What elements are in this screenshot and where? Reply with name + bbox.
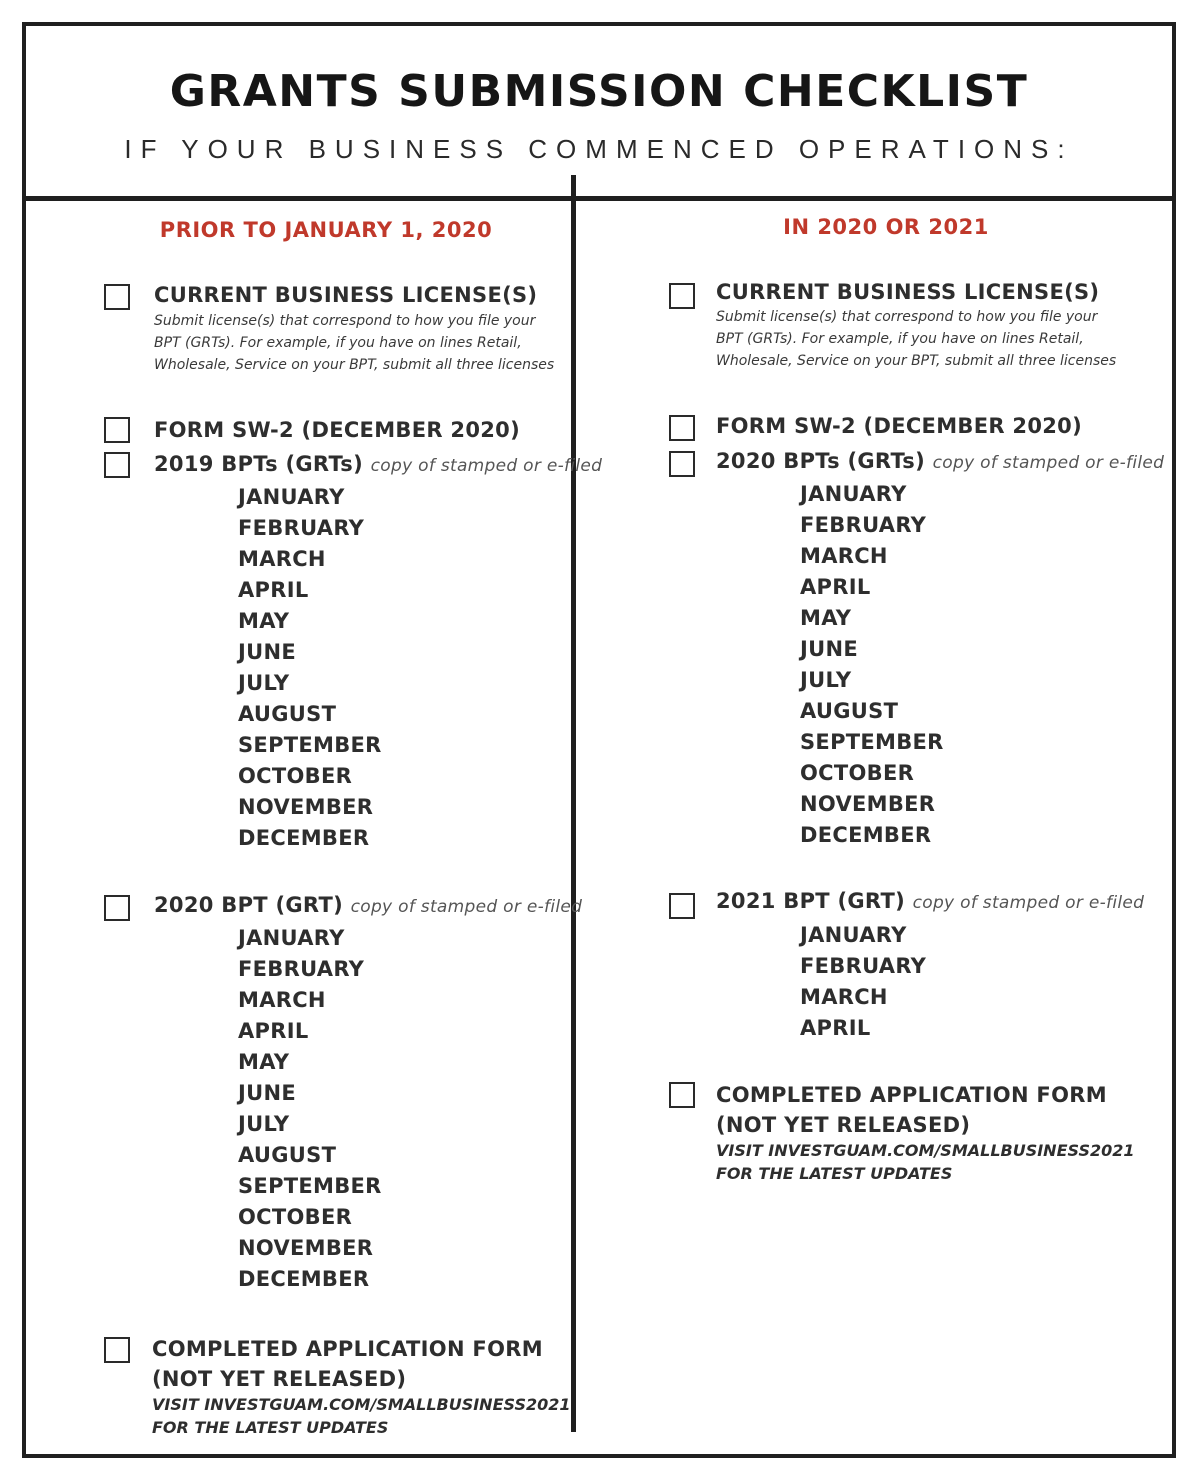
list-item: JUNE bbox=[238, 640, 296, 664]
left-bpt-2019-title: 2019 BPTs (GRTs) bbox=[154, 452, 363, 476]
left-bpt-2019-months bbox=[238, 482, 382, 854]
left-license-desc-line-3: Wholesale, Service on your BPT, submit all three licenses bbox=[154, 357, 555, 373]
list-item: MARCH bbox=[800, 985, 888, 1009]
list-item: JULY bbox=[800, 668, 852, 692]
left-application-status: (NOT YET RELEASED) bbox=[152, 1367, 407, 1391]
right-bpt-2021-label bbox=[716, 889, 1144, 913]
left-bpt-2020-months bbox=[238, 923, 382, 1295]
left-visit-line-1: VISIT INVESTGUAM.COM/SMALLBUSINESS2021 bbox=[152, 1395, 571, 1414]
right-bpt-2020-title: 2020 BPTs (GRTs) bbox=[716, 449, 925, 473]
right-application-status: (NOT YET RELEASED) bbox=[716, 1113, 971, 1137]
list-item: SEPTEMBER bbox=[238, 1174, 382, 1198]
right-bpt-2020-note: copy of stamped or e-filed bbox=[932, 453, 1165, 473]
page-subtitle: IF YOUR BUSINESS COMMENCED OPERATIONS: bbox=[124, 134, 1074, 164]
list-item: JANUARY bbox=[800, 482, 907, 506]
list-item: JANUARY bbox=[238, 485, 345, 509]
left-application-checkbox[interactable] bbox=[104, 1337, 130, 1363]
left-bpt-2020-checkbox[interactable] bbox=[104, 895, 130, 921]
list-item: MAY bbox=[238, 1050, 290, 1074]
left-application-title: COMPLETED APPLICATION FORM bbox=[152, 1337, 543, 1361]
left-bpt-2020-title: 2020 BPT (GRT) bbox=[154, 893, 343, 917]
list-item: FEBRUARY bbox=[238, 516, 365, 540]
left-bpt-2020-note: copy of stamped or e-filed bbox=[350, 897, 583, 917]
list-item: MARCH bbox=[238, 988, 326, 1012]
list-item: MAY bbox=[238, 609, 290, 633]
list-item: AUGUST bbox=[238, 702, 337, 726]
header bbox=[26, 26, 1172, 201]
list-item: FEBRUARY bbox=[800, 513, 927, 537]
list-item: APRIL bbox=[238, 578, 309, 602]
right-bpt-2021-note: copy of stamped or e-filed bbox=[912, 893, 1145, 913]
left-form-sw2-checkbox[interactable] bbox=[104, 417, 130, 443]
list-item: FEBRUARY bbox=[800, 954, 927, 978]
left-bpt-2019-checkbox[interactable] bbox=[104, 452, 130, 478]
list-item: DECEMBER bbox=[800, 823, 932, 847]
right-form-sw2-label: FORM SW-2 (DECEMBER 2020) bbox=[716, 414, 1082, 438]
list-item: JULY bbox=[238, 671, 290, 695]
list-item: OCTOBER bbox=[238, 1205, 353, 1229]
left-visit-line-2: FOR THE LATEST UPDATES bbox=[152, 1418, 389, 1437]
page-title: GRANTS SUBMISSION CHECKLIST bbox=[169, 66, 1029, 117]
right-bpt-2021-title: 2021 BPT (GRT) bbox=[716, 889, 905, 913]
right-bpt-2020-months bbox=[800, 479, 944, 851]
left-license-desc-line-2: BPT (GRTs). For example, if you have on lines Retail, bbox=[154, 335, 522, 351]
list-item: APRIL bbox=[238, 1019, 309, 1043]
list-item: AUGUST bbox=[238, 1143, 337, 1167]
list-item: MARCH bbox=[800, 544, 888, 568]
left-column-heading: PRIOR TO JANUARY 1, 2020 bbox=[159, 218, 493, 242]
left-application-visit bbox=[152, 1393, 571, 1439]
left-bpt-2020-label bbox=[154, 893, 582, 917]
right-bpt-2020-label bbox=[716, 449, 1164, 473]
right-license-desc-line-2: BPT (GRTs). For example, if you have on lines Retail, bbox=[716, 331, 1084, 347]
left-license-title: CURRENT BUSINESS LICENSE(S) bbox=[154, 283, 538, 307]
list-item: NOVEMBER bbox=[238, 1236, 374, 1260]
left-bpt-2019-note: copy of stamped or e-filed bbox=[370, 456, 603, 476]
right-visit-line-1: VISIT INVESTGUAM.COM/SMALLBUSINESS2021 bbox=[716, 1141, 1135, 1160]
list-item: OCTOBER bbox=[238, 764, 353, 788]
left-license-desc-line-1: Submit license(s) that correspond to how you file your bbox=[154, 313, 536, 329]
list-item: DECEMBER bbox=[238, 1267, 370, 1291]
list-item: SEPTEMBER bbox=[800, 730, 944, 754]
list-item: MAY bbox=[800, 606, 852, 630]
list-item: APRIL bbox=[800, 1016, 871, 1040]
right-license-title: CURRENT BUSINESS LICENSE(S) bbox=[716, 280, 1100, 304]
list-item: NOVEMBER bbox=[800, 792, 936, 816]
right-license-desc-line-3: Wholesale, Service on your BPT, submit all three licenses bbox=[716, 353, 1117, 369]
left-license-checkbox[interactable] bbox=[104, 284, 130, 310]
right-bpt-2020-checkbox[interactable] bbox=[669, 451, 695, 477]
left-bpt-2019-label bbox=[154, 452, 602, 476]
list-item: NOVEMBER bbox=[238, 795, 374, 819]
right-application-visit bbox=[716, 1139, 1135, 1185]
right-bpt-2021-checkbox[interactable] bbox=[669, 893, 695, 919]
list-item: JANUARY bbox=[800, 923, 907, 947]
right-visit-line-2: FOR THE LATEST UPDATES bbox=[716, 1164, 953, 1183]
right-form-sw2-checkbox[interactable] bbox=[669, 415, 695, 441]
left-license-description bbox=[154, 310, 554, 376]
list-item: JULY bbox=[238, 1112, 290, 1136]
list-item: OCTOBER bbox=[800, 761, 915, 785]
list-item: JUNE bbox=[238, 1081, 296, 1105]
column-divider bbox=[571, 175, 576, 1432]
right-bpt-2021-months bbox=[800, 920, 926, 1044]
left-form-sw2-label: FORM SW-2 (DECEMBER 2020) bbox=[154, 418, 520, 442]
right-license-description bbox=[716, 306, 1116, 372]
list-item: SEPTEMBER bbox=[238, 733, 382, 757]
list-item: AUGUST bbox=[800, 699, 899, 723]
list-item: JUNE bbox=[800, 637, 858, 661]
right-application-checkbox[interactable] bbox=[669, 1082, 695, 1108]
list-item: FEBRUARY bbox=[238, 957, 365, 981]
list-item: MARCH bbox=[238, 547, 326, 571]
right-license-desc-line-1: Submit license(s) that correspond to how you file your bbox=[716, 309, 1098, 325]
right-license-checkbox[interactable] bbox=[669, 283, 695, 309]
right-application-title: COMPLETED APPLICATION FORM bbox=[716, 1083, 1107, 1107]
list-item: DECEMBER bbox=[238, 826, 370, 850]
list-item: APRIL bbox=[800, 575, 871, 599]
list-item: JANUARY bbox=[238, 926, 345, 950]
right-column-heading: IN 2020 OR 2021 bbox=[783, 215, 989, 239]
